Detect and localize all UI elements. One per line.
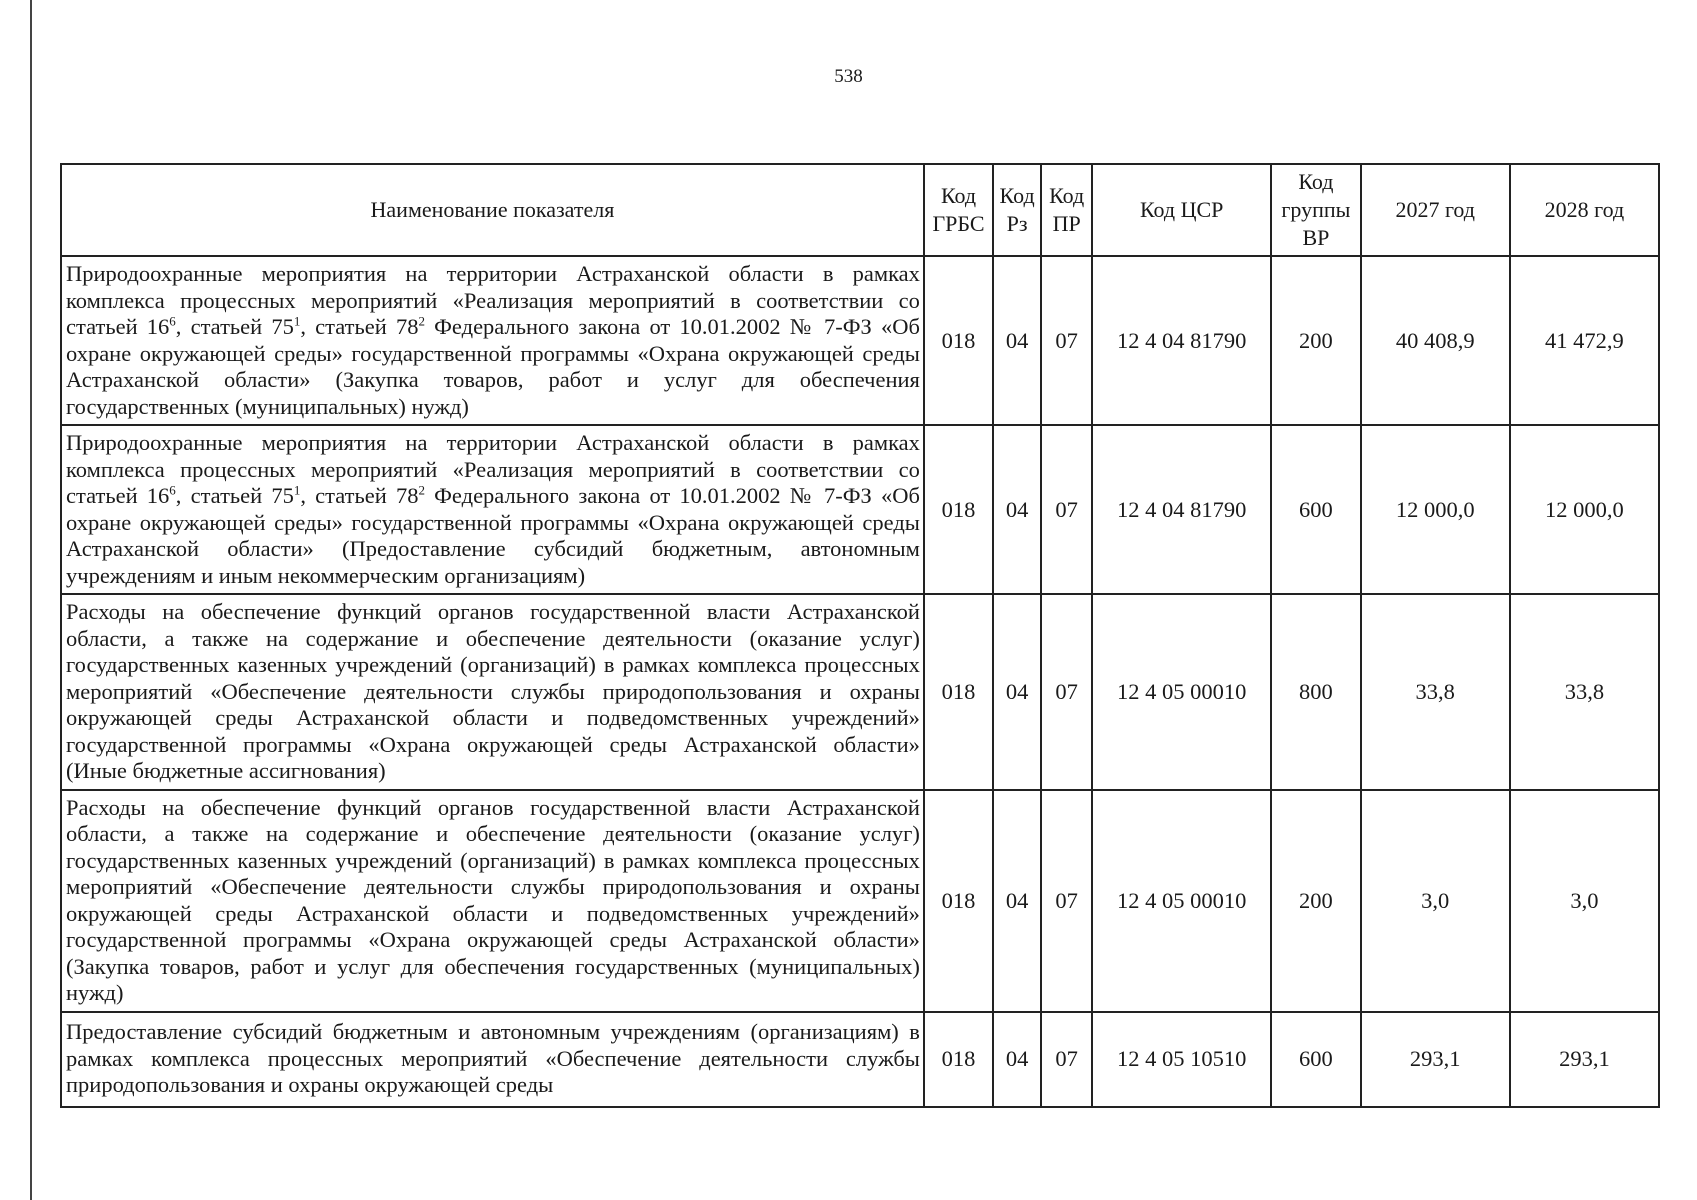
row-pr: 07 — [1041, 790, 1092, 1012]
row-2028: 33,8 — [1510, 594, 1659, 790]
row-vr: 200 — [1271, 256, 1360, 425]
row-rz: 04 — [993, 425, 1041, 594]
header-rz: Код Рз — [993, 164, 1041, 256]
table-header-row — [61, 164, 1659, 256]
row-2028: 3,0 — [1510, 790, 1659, 1012]
row-grbs: 018 — [924, 594, 993, 790]
page-number: 538 — [834, 66, 863, 87]
row-2027: 3,0 — [1361, 790, 1510, 1012]
row-csr: 12 4 04 81790 — [1092, 425, 1271, 594]
row-2027: 33,8 — [1361, 594, 1510, 790]
table-row — [61, 790, 1659, 1012]
table-row — [61, 256, 1659, 425]
header-grbs: Код ГРБС — [924, 164, 993, 256]
row-grbs: 018 — [924, 790, 993, 1012]
row-2027: 293,1 — [1361, 1012, 1510, 1107]
table-row — [61, 594, 1659, 790]
row-vr: 200 — [1271, 790, 1360, 1012]
row-name: Природоохранные мероприятия на территории Астраханской области в рамках комплекса процессных мероприятий «Реализация мероприятий в соответствии со статьей $16^6$, статьей $75^1$, статьей $78^2$ Федерального закона от 10.01.2002 № 7-ФЗ «Об охране окружающей среды» государственной программы «Охрана окружающей среды Астраханской области» (Предоставление субсидий бюджетным, автономным учреждениям и иным некоммерческим организациям) — [61, 425, 924, 594]
binding-margin-line — [30, 0, 32, 1200]
budget-table — [60, 163, 1660, 1108]
row-2028: 12 000,0 — [1510, 425, 1659, 594]
row-rz: 04 — [993, 594, 1041, 790]
row-csr: 12 4 05 00010 — [1092, 790, 1271, 1012]
row-rz: 04 — [993, 1012, 1041, 1107]
row-pr: 07 — [1041, 1012, 1092, 1107]
row-pr: 07 — [1041, 425, 1092, 594]
header-csr: Код ЦСР — [1092, 164, 1271, 256]
row-name: Расходы на обеспечение функций органов государственной власти Астраханской области, а также на содержание и обеспечение деятельности (оказание услуг) государственных казенных учреждений (организаций) в рамках комплекса процессных мероприятий «Обеспечение деятельности службы природопользования и охраны окружающей среды Астраханской области и подведомственных учреждений» государственной программы «Охрана окружающей среды Астраханской области» (Иные бюджетные ассигнования) — [61, 594, 924, 790]
budget-table-container — [60, 163, 1660, 1108]
row-grbs: 018 — [924, 425, 993, 594]
row-2027: 12 000,0 — [1361, 425, 1510, 594]
row-name: Предоставление субсидий бюджетным и автономным учреждениям (организациям) в рамках комплекса процессных мероприятий «Обеспечение деятельности службы природопользования и охраны окружающей среды — [61, 1012, 924, 1107]
row-rz: 04 — [993, 790, 1041, 1012]
row-2028: 41 472,9 — [1510, 256, 1659, 425]
table-row — [61, 425, 1659, 594]
header-name: Наименование показателя — [61, 164, 924, 256]
row-csr: 12 4 05 00010 — [1092, 594, 1271, 790]
header-2028: 2028 год — [1510, 164, 1659, 256]
header-2027: 2027 год — [1361, 164, 1510, 256]
header-vr: Код группы ВР — [1271, 164, 1360, 256]
row-name: Расходы на обеспечение функций органов государственной власти Астраханской области, а также на содержание и обеспечение деятельности (оказание услуг) государственных казенных учреждений (организаций) в рамках комплекса процессных мероприятий «Обеспечение деятельности службы природопользования и охраны окружающей среды Астраханской области и подведомственных учреждений» государственной программы «Охрана окружающей среды Астраханской области» (Закупка товаров, работ и услуг для обеспечения государственных (муниципальных) нужд) — [61, 790, 924, 1012]
row-name: Природоохранные мероприятия на территории Астраханской области в рамках комплекса процессных мероприятий «Реализация мероприятий в соответствии со статьей $16^6$, статьей $75^1$, статьей $78^2$ Федерального закона от 10.01.2002 № 7-ФЗ «Об охране окружающей среды» государственной программы «Охрана окружающей среды Астраханской области» (Закупка товаров, работ и услуг для обеспечения государственных (муниципальных) нужд) — [61, 256, 924, 425]
row-rz: 04 — [993, 256, 1041, 425]
row-grbs: 018 — [924, 1012, 993, 1107]
header-pr: Код ПР — [1041, 164, 1092, 256]
row-2027: 40 408,9 — [1361, 256, 1510, 425]
row-csr: 12 4 04 81790 — [1092, 256, 1271, 425]
row-pr: 07 — [1041, 594, 1092, 790]
row-vr: 800 — [1271, 594, 1360, 790]
row-grbs: 018 — [924, 256, 993, 425]
row-vr: 600 — [1271, 425, 1360, 594]
row-2028: 293,1 — [1510, 1012, 1659, 1107]
row-pr: 07 — [1041, 256, 1092, 425]
row-csr: 12 4 05 10510 — [1092, 1012, 1271, 1107]
table-row — [61, 1012, 1659, 1107]
row-vr: 600 — [1271, 1012, 1360, 1107]
